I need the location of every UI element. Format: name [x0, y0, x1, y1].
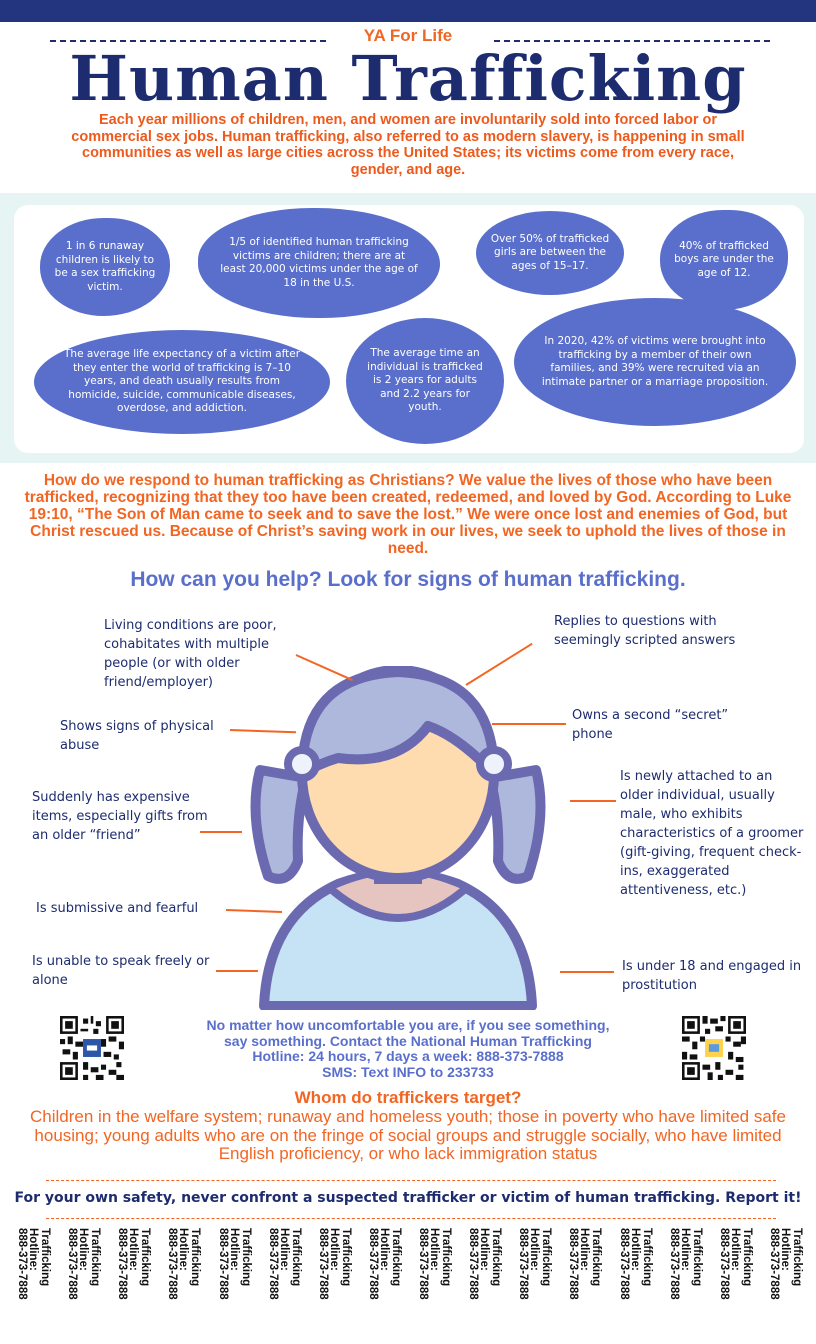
tearoff-line: Trafficking: [89, 1228, 102, 1287]
tearoff-strips: [10, 1228, 806, 1338]
tearoff-text: [567, 1228, 602, 1300]
safety-note: For your own safety, never confront a suspected trafficker or victim of human trafficking. Report it!: [14, 1190, 802, 1206]
tearoff-line: 888-373-7888: [116, 1228, 129, 1300]
tearoff-strip[interactable]: [561, 1228, 605, 1338]
tearoff-line: Hotline:: [127, 1228, 140, 1271]
tearoff-strip[interactable]: [110, 1228, 154, 1338]
tearoff-line: Hotline:: [278, 1228, 291, 1271]
stat-bubble: The average time an individual is trafficked is 2 years for adults and 2.2 years for youth.: [346, 318, 504, 444]
tearoff-text: [216, 1228, 251, 1300]
tearoff-line: Hotline:: [779, 1228, 792, 1271]
connector-line: [560, 971, 614, 973]
tearoff-line: Trafficking: [490, 1228, 503, 1287]
tearoff-strip[interactable]: [662, 1228, 706, 1338]
target-text: Children in the welfare system; runaway and homeless youth; those in poverty who have limited safe housing; young adults who are on the fringe of social groups and struggle socially, who have limited English proficiency, or who lack immigration status: [30, 1107, 786, 1163]
tearoff-line: Hotline:: [679, 1228, 692, 1271]
tearoff-strip[interactable]: [712, 1228, 756, 1338]
tearoff-line: 888-373-7888: [366, 1228, 379, 1300]
hotline-line: SMS: Text INFO to 233733: [322, 1063, 494, 1080]
tearoff-line: 888-373-7888: [767, 1228, 780, 1300]
connector-line: [570, 800, 616, 802]
tearoff-line: Trafficking: [39, 1228, 51, 1287]
tearoff-line: Trafficking: [389, 1228, 402, 1287]
tearoff-text: [767, 1228, 802, 1300]
sign-secret-phone: Owns a second “secret” phone: [572, 708, 729, 742]
tearoff-line: Hotline:: [428, 1228, 441, 1271]
sign-under-18: Is under 18 and engaged in prostitution: [622, 959, 802, 993]
page-title: Human Trafficking: [69, 42, 747, 115]
hotline-line: say something. Contact the National Human Trafficking: [224, 1032, 592, 1049]
tearoff-strip[interactable]: [511, 1228, 555, 1338]
divider: [46, 1180, 776, 1181]
qr-code-right[interactable]: [682, 1016, 746, 1080]
tearoff-line: 888-373-7888: [717, 1228, 730, 1300]
hotline-notice: [170, 1018, 646, 1080]
tearoff-strip[interactable]: [10, 1228, 54, 1338]
tearoff-text: [667, 1228, 702, 1300]
tearoff-strip[interactable]: [211, 1228, 255, 1338]
stat-bubble: Over 50% of trafficked girls are between the ages of 15–17.: [476, 211, 624, 295]
sign-physical-abuse: Shows signs of physical abuse: [60, 719, 214, 753]
stat-bubble: 1/5 of identified human trafficking victims are children; there are at least 20,000 victims under the age of 18 in the U.S.: [198, 208, 440, 318]
tearoff-line: Trafficking: [690, 1228, 703, 1287]
connector-line: [492, 723, 566, 725]
tearoff-line: Trafficking: [239, 1228, 252, 1287]
top-banner: [0, 0, 816, 22]
connector-line: [216, 970, 258, 972]
stat-bubble: In 2020, 42% of victims were brought into trafficking by a member of their own families, and 39% were recruited via an intimate partner or a marriage proposition.: [514, 298, 796, 426]
tearoff-line: Trafficking: [640, 1228, 653, 1287]
tearoff-line: 888-373-7888: [216, 1228, 229, 1300]
tearoff-line: 888-373-7888: [316, 1228, 329, 1300]
tearoff-text: [116, 1228, 151, 1300]
tearoff-strip[interactable]: [311, 1228, 355, 1338]
connector-line: [200, 831, 242, 833]
tearoff-line: Hotline:: [378, 1228, 391, 1271]
qr-code-left[interactable]: [60, 1016, 124, 1080]
tearoff-line: 888-373-7888: [16, 1228, 28, 1300]
tearoff-strip[interactable]: [762, 1228, 806, 1338]
target-heading: Whom do traffickers target?: [294, 1088, 522, 1107]
girl-illustration: [228, 666, 568, 1010]
christian-response-text: How do we respond to human trafficking as Christians? We value the lives of those who have been trafficked, recognizing that they too have been created, redeemed, and loved by God. According to Luke 19:10, “The Son of Man came to seek and to save the lost.” We were once lost and enemies of God, but Christ rescued us. Because of Christ’s saving work in our lives, we seek to uphold the lives of those in need.: [24, 472, 792, 557]
tearoff-line: Hotline:: [629, 1228, 641, 1271]
tearoff-line: Trafficking: [189, 1228, 202, 1287]
tearoff-text: [366, 1228, 401, 1300]
sign-expensive-items: Suddenly has expensive items, especially gifts from an older “friend”: [32, 790, 208, 843]
stat-bubble: The average life expectancy of a victim after they enter the world of trafficking is 7–10 years, and death usually results from homicide, suicide, communicable diseases, overdose, and addiction.: [34, 330, 330, 434]
tearoff-line: Hotline:: [729, 1228, 742, 1271]
tearoff-strip[interactable]: [612, 1228, 656, 1338]
sign-unable-to-speak: Is unable to speak freely or alone: [32, 954, 210, 988]
tearoff-line: 888-373-7888: [417, 1228, 429, 1300]
tearoff-line: 888-373-7888: [66, 1228, 79, 1300]
tearoff-text: [66, 1228, 101, 1300]
tearoff-line: Trafficking: [590, 1228, 603, 1287]
tearoff-strip[interactable]: [461, 1228, 505, 1338]
tearoff-text: [617, 1228, 652, 1300]
tearoff-text: [316, 1228, 351, 1300]
tearoff-line: Hotline:: [528, 1228, 541, 1271]
tearoff-line: Trafficking: [139, 1228, 152, 1287]
tearoff-strip[interactable]: [261, 1228, 305, 1338]
tearoff-line: 888-373-7888: [166, 1228, 179, 1300]
divider: [46, 1218, 776, 1219]
tearoff-line: Hotline:: [27, 1228, 40, 1271]
sign-submissive: Is submissive and fearful: [36, 901, 199, 916]
hotline-line: No matter how uncomfortable you are, if you see something,: [206, 1017, 610, 1033]
tearoff-text: [717, 1228, 752, 1300]
tearoff-text: [166, 1228, 201, 1300]
tearoff-line: 888-373-7888: [567, 1228, 580, 1300]
tearoff-line: Trafficking: [790, 1228, 803, 1287]
tearoff-strip[interactable]: [361, 1228, 405, 1338]
stat-bubble: 1 in 6 runaway children is likely to be a sex trafficking victim.: [40, 218, 170, 316]
tearoff-line: Trafficking: [289, 1228, 302, 1287]
tearoff-line: Trafficking: [440, 1228, 452, 1287]
tearoff-line: 888-373-7888: [617, 1228, 630, 1300]
tearoff-text: [417, 1228, 452, 1300]
tearoff-strip[interactable]: [60, 1228, 104, 1338]
tearoff-line: Trafficking: [339, 1228, 352, 1287]
tearoff-line: 888-373-7888: [467, 1228, 480, 1300]
tearoff-line: Hotline:: [578, 1228, 591, 1271]
tearoff-text: [266, 1228, 301, 1300]
sign-older-individual: Is newly attached to an older individual, usually male, who exhibits characteristics of a groomer (gift-giving, frequent check-ins, exaggerated attentiveness, etc.): [620, 769, 804, 898]
tearoff-strip[interactable]: [160, 1228, 204, 1338]
tearoff-line: Trafficking: [740, 1228, 753, 1287]
tearoff-line: 888-373-7888: [667, 1228, 680, 1300]
brand-label: YA For Life: [363, 26, 453, 45]
intro-text: Each year millions of children, men, and women are involuntarily sold into forced labor or commercial sex jobs. Human trafficking, also referred to as modern slavery, is happening in small communities as well as large cities across the United States; its victims come from every race, gender, and age.: [71, 112, 745, 178]
hotline-line: Hotline: 24 hours, 7 days a week: 888-373-7888: [252, 1048, 564, 1064]
sign-scripted-answers: Replies to questions with seemingly scripted answers: [554, 614, 736, 648]
tearoff-line: Hotline:: [177, 1228, 190, 1271]
sign-living-conditions: Living conditions are poor, cohabitates with multiple people (or with older friend/employer): [104, 618, 277, 690]
tearoff-text: [16, 1228, 51, 1300]
stat-bubble: 40% of trafficked boys are under the age of 12.: [660, 210, 788, 310]
tearoff-line: Hotline:: [328, 1228, 341, 1271]
tearoff-line: Trafficking: [540, 1228, 553, 1287]
tearoff-text: [467, 1228, 502, 1300]
tearoff-line: 888-373-7888: [266, 1228, 279, 1300]
tearoff-line: Hotline:: [77, 1228, 90, 1271]
tearoff-line: Hotline:: [478, 1228, 491, 1271]
tearoff-text: [517, 1228, 552, 1300]
help-heading: How can you help? Look for signs of human trafficking.: [130, 568, 686, 591]
tearoff-line: 888-373-7888: [517, 1228, 530, 1300]
tearoff-strip[interactable]: [411, 1228, 455, 1338]
tearoff-line: Hotline:: [228, 1228, 240, 1271]
